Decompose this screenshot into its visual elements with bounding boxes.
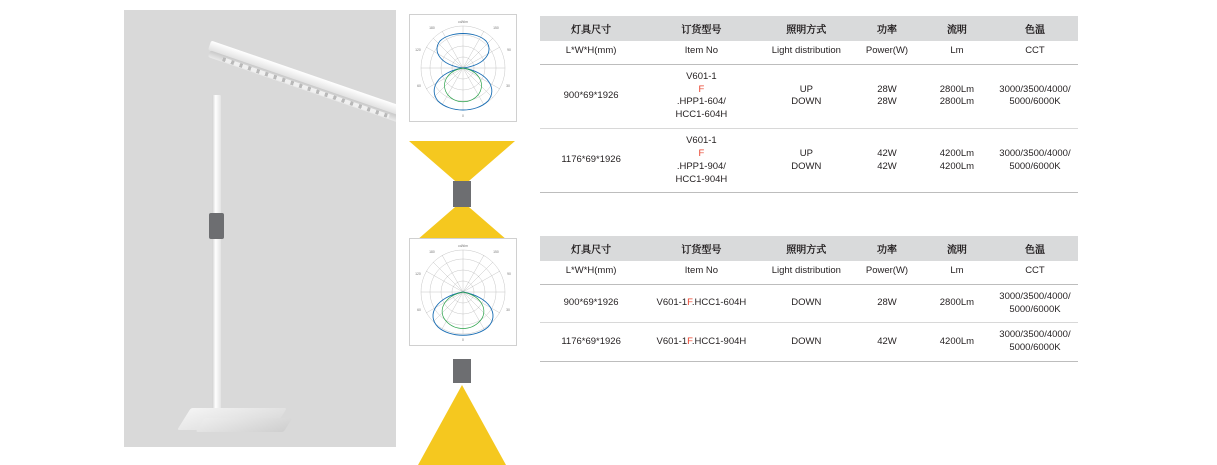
subheader-size: L*W*H(mm) xyxy=(540,41,642,64)
column-header-item-no: 订货型号 xyxy=(642,236,760,261)
cct-line-1: 3000/3500/4000/ xyxy=(999,329,1071,341)
table-row xyxy=(540,129,1078,193)
item-no-prefix: V601-1 xyxy=(686,70,717,82)
cell-cct xyxy=(992,129,1078,193)
cell-power xyxy=(852,129,922,193)
item-no-highlight: F xyxy=(698,147,705,159)
item-no-highlight: F xyxy=(687,335,692,347)
svg-text:30: 30 xyxy=(506,308,510,312)
subheader-power: Power(W) xyxy=(852,261,922,284)
cell-cct xyxy=(992,64,1078,128)
item-no-suffix: .HPP1-604/ xyxy=(676,96,726,108)
svg-text:120: 120 xyxy=(415,272,421,276)
table-head xyxy=(540,236,1078,261)
item-no-prefix: V601-1 xyxy=(686,135,717,147)
power-up: 42W xyxy=(877,147,897,159)
cct-line-1: 3000/3500/4000/ xyxy=(999,147,1071,159)
beam-cone-down xyxy=(418,385,506,465)
cell-distribution xyxy=(761,129,852,193)
table-header-row xyxy=(540,16,1078,41)
svg-text:60: 60 xyxy=(417,84,421,88)
cell-item-no xyxy=(642,64,760,128)
subheader-item-no: Item No xyxy=(642,261,760,284)
distribution-up: UP xyxy=(799,147,813,159)
column-header-distribution: 照明方式 xyxy=(761,16,852,41)
svg-text:180: 180 xyxy=(429,26,435,30)
cell-cct xyxy=(992,323,1078,362)
column-header-lumen: 流明 xyxy=(922,16,992,41)
subheader-size: L*W*H(mm) xyxy=(540,261,642,284)
beam-fixture-body xyxy=(453,181,471,207)
cell-item-no xyxy=(642,129,760,193)
table-row xyxy=(540,323,1078,362)
svg-text:120: 120 xyxy=(415,48,421,52)
item-no-highlight: F xyxy=(687,297,692,309)
distribution-up: UP xyxy=(799,83,813,95)
lamp-base-plate-inner xyxy=(196,418,293,432)
svg-text:150: 150 xyxy=(493,250,499,254)
lamp-pole xyxy=(212,95,221,420)
cell-distribution: DOWN xyxy=(761,323,852,362)
lumen-up: 4200Lm xyxy=(939,147,975,159)
subheader-lumen: Lm xyxy=(922,41,992,64)
cell-distribution xyxy=(761,64,852,128)
column-header-power: 功率 xyxy=(852,236,922,261)
column-header-cct: 色温 xyxy=(992,236,1078,261)
subheader-lumen: Lm xyxy=(922,261,992,284)
item-no-line-2: HCC1-604H xyxy=(675,109,728,121)
subheader-power: Power(W) xyxy=(852,41,922,64)
lumen-up: 2800Lm xyxy=(939,83,975,95)
power-up: 28W xyxy=(877,83,897,95)
cell-item-no xyxy=(642,323,760,362)
column-header-size: 灯具尺寸 xyxy=(540,236,642,261)
cell-power: 42W xyxy=(852,323,922,362)
cell-power xyxy=(852,64,922,128)
svg-text:30: 30 xyxy=(506,84,510,88)
svg-text:90: 90 xyxy=(507,48,511,52)
item-no-suffix: .HCC1-904H xyxy=(691,335,747,347)
subheader-distribution: Light distribution xyxy=(761,41,852,64)
column-header-size: 灯具尺寸 xyxy=(540,16,642,41)
product-photo xyxy=(124,10,396,447)
column-header-item-no: 订货型号 xyxy=(642,16,760,41)
beam-fixture-body xyxy=(453,359,471,383)
subheader-cct: CCT xyxy=(992,261,1078,284)
table-header-row xyxy=(540,236,1078,261)
item-no-line-2: HCC1-904H xyxy=(675,173,728,185)
svg-text:60: 60 xyxy=(417,308,421,312)
svg-text:180: 180 xyxy=(429,250,435,254)
cct-line-2: 5000/6000K xyxy=(1009,342,1061,354)
cct-line-1: 3000/3500/4000/ xyxy=(999,83,1071,95)
svg-text:0: 0 xyxy=(462,114,464,118)
item-no-suffix: .HCC1-604H xyxy=(691,297,747,309)
table-body xyxy=(540,41,1078,193)
table-row xyxy=(540,284,1078,323)
svg-text:cd/klm: cd/klm xyxy=(458,20,468,24)
spec-table-down xyxy=(540,236,1078,362)
lamp-sensor-module xyxy=(209,213,224,239)
svg-text:90: 90 xyxy=(507,272,511,276)
item-no-line-1 xyxy=(644,135,758,173)
lamp-head-louvre xyxy=(222,57,390,118)
column-header-distribution: 照明方式 xyxy=(761,236,852,261)
cell-lumen xyxy=(922,129,992,193)
beam-illustration-down xyxy=(409,359,515,465)
polar-curve-down-icon xyxy=(410,239,516,345)
table-body xyxy=(540,261,1078,362)
svg-text:150: 150 xyxy=(493,26,499,30)
polar-diagram-up-down xyxy=(409,14,517,122)
cell-size: 1176*69*1926 xyxy=(540,323,642,362)
table-subheader-row xyxy=(540,41,1078,64)
item-no-highlight: F xyxy=(698,83,705,95)
cell-size: 1176*69*1926 xyxy=(540,129,642,193)
table-subheader-row xyxy=(540,261,1078,284)
cell-power: 28W xyxy=(852,284,922,323)
cell-lumen xyxy=(922,64,992,128)
column-header-lumen: 流明 xyxy=(922,236,992,261)
polar-diagram-down xyxy=(409,238,517,346)
power-down: 42W xyxy=(877,160,897,172)
distribution-down: DOWN xyxy=(791,160,822,172)
cell-size: 900*69*1926 xyxy=(540,64,642,128)
subheader-item-no: Item No xyxy=(642,41,760,64)
svg-text:0: 0 xyxy=(462,338,464,342)
table-head xyxy=(540,16,1078,41)
cct-line-1: 3000/3500/4000/ xyxy=(999,290,1071,302)
item-no-prefix: V601-1 xyxy=(656,335,688,347)
cct-line-2: 5000/6000K xyxy=(1009,96,1061,108)
spec-table-up-down xyxy=(540,16,1078,193)
cell-distribution: DOWN xyxy=(761,284,852,323)
item-no-suffix: .HPP1-904/ xyxy=(676,160,726,172)
cct-line-2: 5000/6000K xyxy=(1009,160,1061,172)
cell-cct xyxy=(992,284,1078,323)
polar-curve-up-down-icon xyxy=(410,15,516,121)
svg-text:cd/klm: cd/klm xyxy=(458,244,468,248)
beam-illustration-up-down xyxy=(409,141,515,247)
lumen-down: 2800Lm xyxy=(939,96,975,108)
cell-lumen: 4200Lm xyxy=(922,323,992,362)
column-header-cct: 色温 xyxy=(992,16,1078,41)
subheader-cct: CCT xyxy=(992,41,1078,64)
power-down: 28W xyxy=(877,96,897,108)
subheader-distribution: Light distribution xyxy=(761,261,852,284)
cell-lumen: 2800Lm xyxy=(922,284,992,323)
item-no-line-1 xyxy=(644,71,758,109)
column-header-power: 功率 xyxy=(852,16,922,41)
distribution-down: DOWN xyxy=(791,96,822,108)
lumen-down: 4200Lm xyxy=(939,160,975,172)
cell-item-no xyxy=(642,284,760,323)
cct-line-2: 5000/6000K xyxy=(1009,303,1061,315)
table-row xyxy=(540,64,1078,128)
cell-size: 900*69*1926 xyxy=(540,284,642,323)
item-no-prefix: V601-1 xyxy=(656,297,688,309)
